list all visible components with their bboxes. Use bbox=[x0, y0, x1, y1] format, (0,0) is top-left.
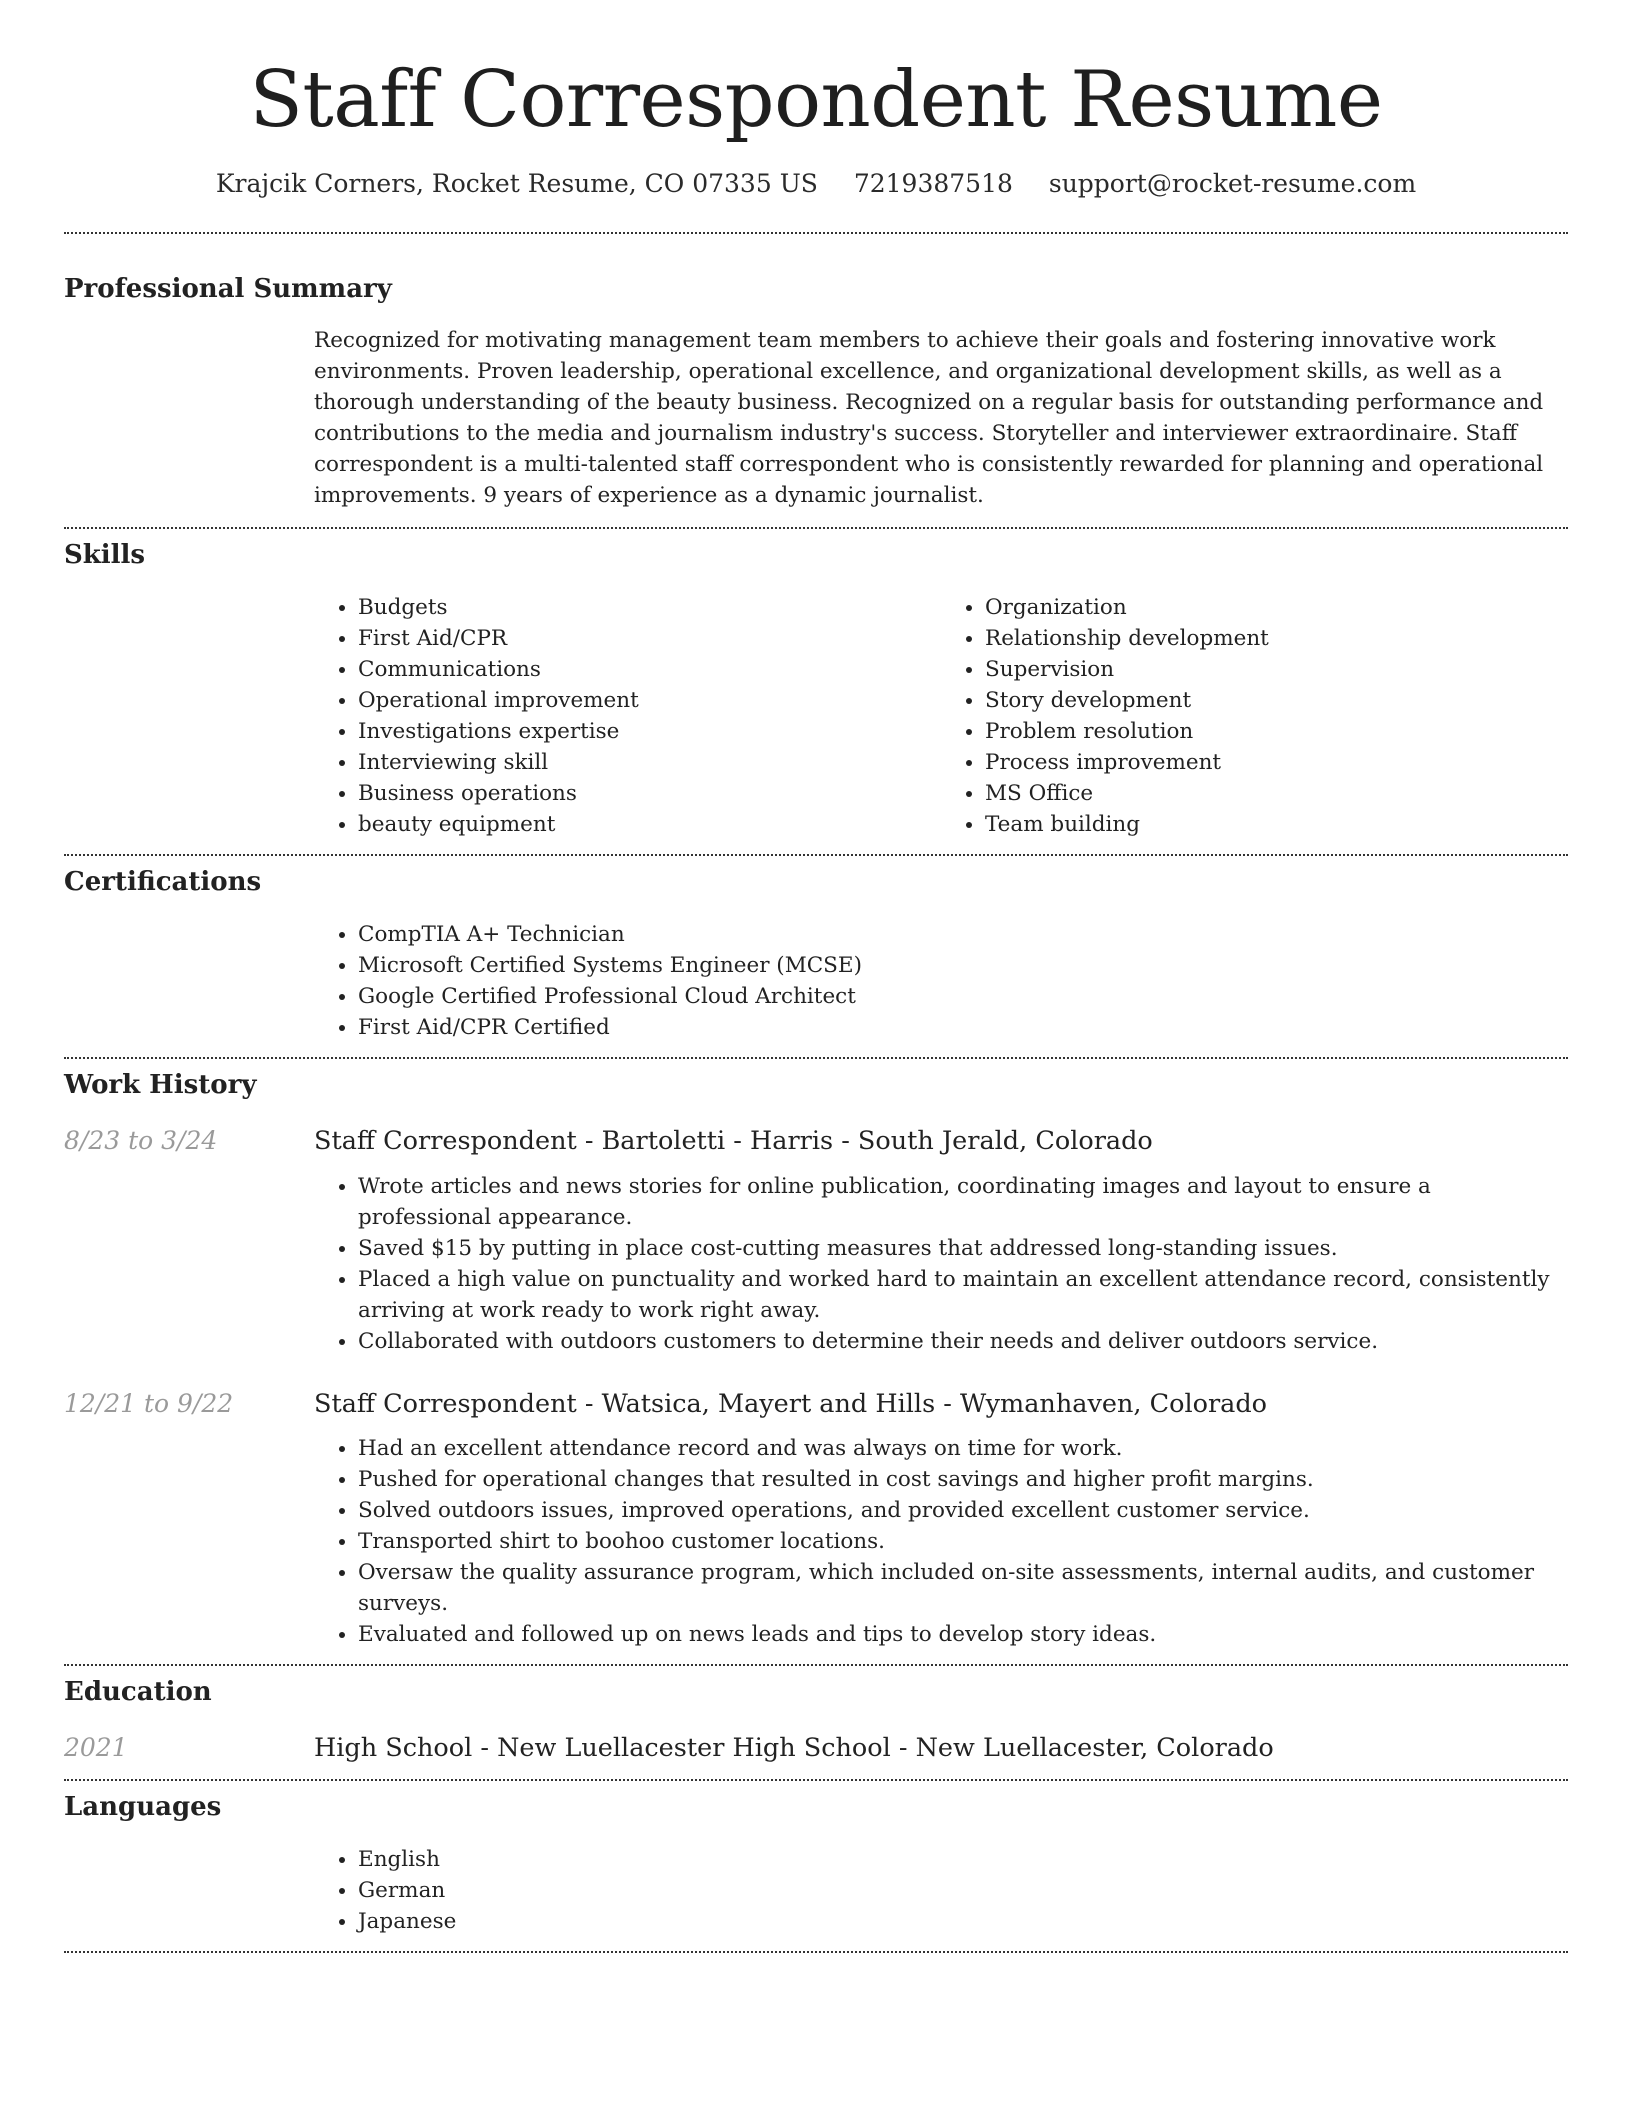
language-item: • Japanese bbox=[358, 1906, 1568, 1937]
skill-item: • Problem resolution bbox=[985, 716, 1568, 747]
job-bullets bbox=[314, 1433, 1568, 1650]
job-bullet: • Placed a high value on punctuality and worked hard to maintain an excellent attendance record, consistently arriving at work ready to work right away. bbox=[358, 1264, 1568, 1326]
skill-item: • Team building bbox=[985, 809, 1568, 840]
contact-line bbox=[64, 164, 1568, 204]
work-history-heading: Work History bbox=[64, 1070, 257, 1100]
job-entry bbox=[64, 1387, 1568, 1650]
certifications-section bbox=[64, 856, 1568, 1057]
skill-item: • Investigations expertise bbox=[358, 716, 941, 747]
skill-item: • Operational improvement bbox=[358, 685, 941, 716]
job-bullet: • Wrote articles and news stories for online publication, coordinating images and layout to ensure a professional appearance. bbox=[358, 1171, 1568, 1233]
skill-item: • beauty equipment bbox=[358, 809, 941, 840]
contact-phone: 7219387518 bbox=[853, 169, 1013, 198]
certifications-list bbox=[314, 919, 1568, 1043]
education-school: High School - New Luellacester High School - New Luellacester, Colorado bbox=[314, 1733, 1274, 1763]
resume-page bbox=[64, 0, 1568, 1953]
skills-list-right bbox=[941, 592, 1568, 840]
skill-item: • MS Office bbox=[985, 778, 1568, 809]
job-bullet: • Evaluated and followed up on news leads and tips to develop story ideas. bbox=[358, 1619, 1568, 1650]
skills-heading: Skills bbox=[64, 540, 146, 570]
skill-item: • Organization bbox=[985, 592, 1568, 623]
languages-heading: Languages bbox=[64, 1792, 222, 1822]
skills-list-left bbox=[314, 592, 941, 840]
certification-item: • First Aid/CPR Certified bbox=[358, 1012, 1568, 1043]
summary-text: Recognized for motivating management team members to achieve their goals and fostering innovative work environments. Proven leadership, operational excellence, and organizational development skills, as well as a thorough understanding of the beauty business. Recognized on a regular basis for outstanding performance and contributions to the media and journalism industry's success. Storyteller and interviewer extraordinaire. Staff correspondent is a multi-talented staff correspondent who is consistently rewarded for planning and operational improvements. 9 years of experience as a dynamic journalist. bbox=[314, 328, 1544, 508]
divider bbox=[64, 1951, 1568, 1953]
skill-item: • Interviewing skill bbox=[358, 747, 941, 778]
contact-email: support@rocket-resume.com bbox=[1048, 169, 1417, 198]
skill-item: • First Aid/CPR bbox=[358, 623, 941, 654]
job-bullet: • Saved $15 by putting in place cost-cutting measures that addressed long-standing issues. bbox=[358, 1233, 1568, 1264]
education-heading: Education bbox=[64, 1677, 212, 1707]
job-dates: 8/23 to 3/24 bbox=[64, 1126, 218, 1155]
languages-section bbox=[64, 1781, 1568, 1951]
skill-item: • Story development bbox=[985, 685, 1568, 716]
summary-section bbox=[64, 234, 1568, 527]
skill-item: • Relationship development bbox=[985, 623, 1568, 654]
work-history-section bbox=[64, 1059, 1568, 1664]
job-bullet: • Solved outdoors issues, improved operations, and provided excellent customer service. bbox=[358, 1495, 1568, 1526]
certification-item: • CompTIA A+ Technician bbox=[358, 919, 1568, 950]
certifications-heading: Certifications bbox=[64, 867, 262, 897]
job-title: Staff Correspondent - Bartoletti - Harris - South Jerald, Colorado bbox=[314, 1126, 1153, 1156]
job-bullet: • Pushed for operational changes that resulted in cost savings and higher profit margins. bbox=[358, 1464, 1568, 1495]
education-section bbox=[64, 1666, 1568, 1779]
languages-list bbox=[314, 1844, 1568, 1937]
job-title: Staff Correspondent - Watsica, Mayert and Hills - Wymanhaven, Colorado bbox=[314, 1389, 1268, 1419]
job-entry bbox=[64, 1124, 1568, 1357]
summary-heading: Professional Summary bbox=[64, 274, 392, 304]
job-bullet: • Oversaw the quality assurance program, which included on-site assessments, internal audits, and customer surveys. bbox=[358, 1557, 1568, 1619]
certification-item: • Microsoft Certified Systems Engineer (MCSE) bbox=[358, 950, 1568, 981]
education-entry bbox=[64, 1731, 1568, 1765]
language-item: • English bbox=[358, 1844, 1568, 1875]
contact-address: Krajcik Corners, Rocket Resume, CO 07335 US bbox=[215, 169, 818, 198]
skill-item: • Budgets bbox=[358, 592, 941, 623]
job-bullet: • Collaborated with outdoors customers to determine their needs and deliver outdoors service. bbox=[358, 1326, 1568, 1357]
job-dates: 12/21 to 9/22 bbox=[64, 1389, 234, 1418]
skills-section bbox=[64, 529, 1568, 854]
job-bullet: • Had an excellent attendance record and was always on time for work. bbox=[358, 1433, 1568, 1464]
skill-item: • Communications bbox=[358, 654, 941, 685]
skill-item: • Process improvement bbox=[985, 747, 1568, 778]
skill-item: • Business operations bbox=[358, 778, 941, 809]
skill-item: • Supervision bbox=[985, 654, 1568, 685]
job-bullet: • Transported shirt to boohoo customer locations. bbox=[358, 1526, 1568, 1557]
education-year: 2021 bbox=[64, 1733, 128, 1762]
resume-title: Staff Correspondent Resume bbox=[249, 55, 1383, 145]
job-bullets bbox=[314, 1171, 1568, 1357]
certification-item: • Google Certified Professional Cloud Architect bbox=[358, 981, 1568, 1012]
language-item: • German bbox=[358, 1875, 1568, 1906]
